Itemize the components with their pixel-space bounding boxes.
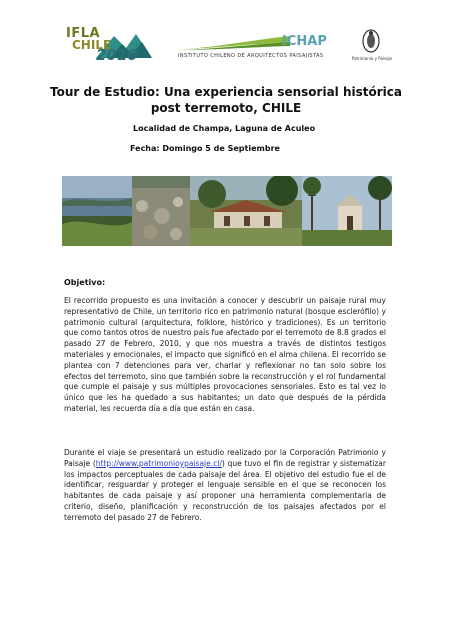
locality: Localidad de Champa, Laguna de Aculeo [133, 124, 316, 133]
photo-lake-landscape [62, 176, 132, 246]
page-title: Tour de Estudio: Una experiencia sensorial histórica post terremoto, CHILE [50, 85, 402, 115]
paragraph-2-end: ) que tuvo el fin de registrar y sistematizar los impactos perceptuales de cada paisaje del área. El objetivo del estudio fue el de identificar, resguardar y proteger el lenguaje sensible en el que se reconocen los habitantes de cada paisaje y así proponer una herramienta complementaria de criterio, diseño, planificación y reconstrucción de los paisajes afectados por el terremoto del pasado 27 de Febrero. [64, 458, 386, 522]
ichap-logo [172, 34, 328, 64]
chile-word: CHILE [72, 38, 112, 52]
photo-rocky-riverbed [132, 176, 190, 246]
seal-icon [360, 28, 382, 54]
ifla-word: IFLA [66, 26, 101, 41]
photo-colonial-house [190, 176, 302, 246]
photo-rural-chapel [302, 176, 392, 246]
paragraph-1: El recorrido propuesto es una invitación a conocer y descubrir un paisaje rural muy representativo de Chile, un territorio rico en patrimonio natural (bosque esclerófilo) y patrimonio cultural (arquitectura, folklore, histórico y tradiciones). Es un territorio que como tantos otros de nuestro país fue afectado por el terremoto de 8.8 grados el pasado 27 de Febrero, 2010, y que nos muestra a través de distintos testigos materiales y emocionales, el impacto que significó en el alma chilena. El recorrido se plantea con 7 detenciones para ver, charlar y reflexionar no tan solo sobre los efectos del terremoto, sino que también sobre la reconstrucción y el rol fundamental que cumple el paisaje y sus múltiples provocaciones sensoriales. Esto es tal vez lo único que les ha quedado a sus habitantes; un dato que después de la pérdida material, les recuerda día a día que están en casa. [64, 296, 386, 413]
ichap-swoosh-icon [172, 34, 294, 52]
paragraph-2-start: Durante el viaje se presentará un estudio realizado por la Corporación Patrimonio y Paisaje ( [64, 448, 386, 468]
ifla-chile-logo [66, 26, 152, 66]
year-word: 2010 [96, 46, 138, 64]
ichap-subtitle: INSTITUTO CHILENO DE ARQUITECTOS PAISAJISTAS [178, 53, 324, 59]
seal-caption: Patrimonio y Paisaje [351, 56, 393, 61]
header [0, 0, 452, 80]
photo-strip [62, 176, 392, 246]
paragraph-2 [64, 448, 386, 524]
event-date: Fecha: Domingo 5 de Septiembre [130, 144, 280, 153]
objective-heading: Objetivo: [64, 278, 106, 287]
patrimonio-link[interactable]: http://www.patrimonioypaisaje.cl/ [95, 458, 222, 468]
ichap-word: ICHAP [282, 34, 327, 49]
